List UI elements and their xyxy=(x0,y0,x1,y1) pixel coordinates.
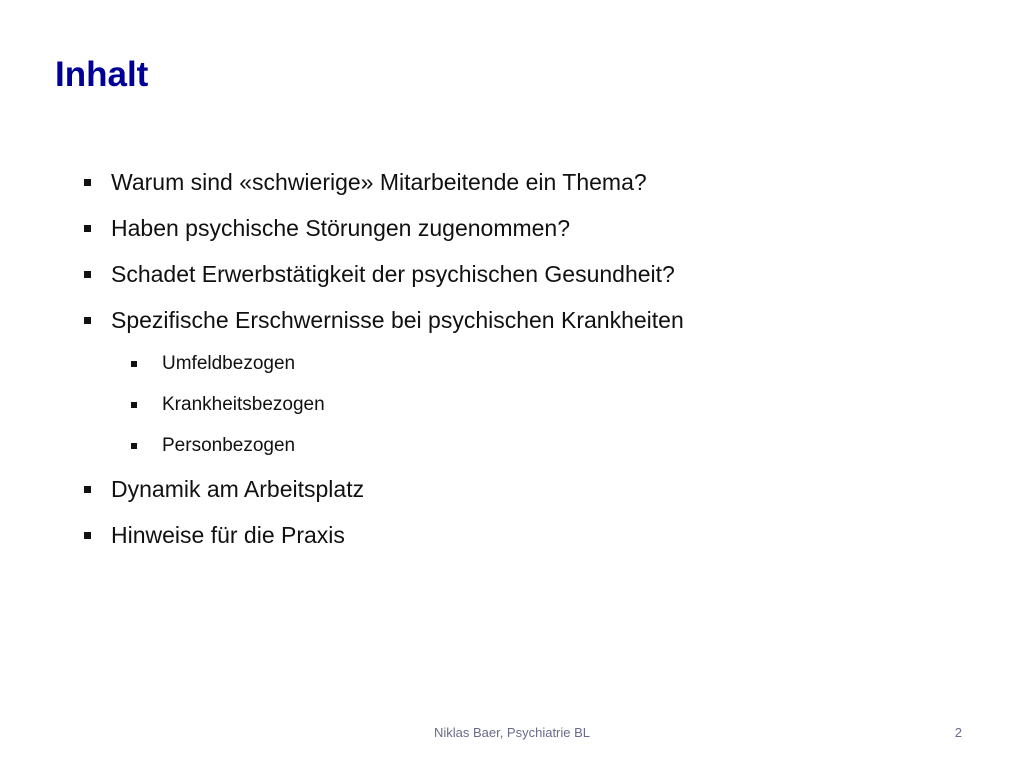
bullet-text: Warum sind «schwierige» Mitarbeitende ein Thema? xyxy=(111,169,647,195)
sub-bullet-text: Personbezogen xyxy=(162,435,296,456)
sub-bullet-text: Krankheitsbezogen xyxy=(162,394,325,415)
square-bullet-icon xyxy=(84,486,91,493)
square-bullet-icon xyxy=(84,532,91,539)
sub-bullet-item xyxy=(80,390,980,431)
square-bullet-icon xyxy=(84,179,91,186)
bullet-text: Hinweise für die Praxis xyxy=(111,522,345,548)
square-bullet-icon xyxy=(131,402,137,408)
bullet-item xyxy=(80,303,980,349)
bullet-text: Spezifische Erschwernisse bei psychischen Krankheiten xyxy=(111,307,684,333)
sub-bullet-item xyxy=(80,349,980,390)
footer-author: Niklas Baer, Psychiatrie BL xyxy=(433,725,591,740)
bullet-item xyxy=(80,518,980,564)
square-bullet-icon xyxy=(84,225,91,232)
bullet-text: Haben psychische Störungen zugenommen? xyxy=(111,215,571,241)
slide-title: Inhalt xyxy=(55,55,149,94)
bullet-list xyxy=(80,165,980,564)
page-number: 2 xyxy=(954,725,962,740)
bullet-text: Schadet Erwerbstätigkeit der psychischen Gesundheit? xyxy=(111,261,675,287)
bullet-item xyxy=(80,472,980,518)
sub-bullet-text: Umfeldbezogen xyxy=(162,353,296,374)
bullet-item xyxy=(80,257,980,303)
bullet-item xyxy=(80,165,980,211)
bullet-item xyxy=(80,211,980,257)
bullet-text: Dynamik am Arbeitsplatz xyxy=(111,476,365,502)
sub-bullet-item xyxy=(80,431,980,472)
square-bullet-icon xyxy=(131,361,137,367)
square-bullet-icon xyxy=(84,317,91,324)
square-bullet-icon xyxy=(84,271,91,278)
square-bullet-icon xyxy=(131,443,137,449)
